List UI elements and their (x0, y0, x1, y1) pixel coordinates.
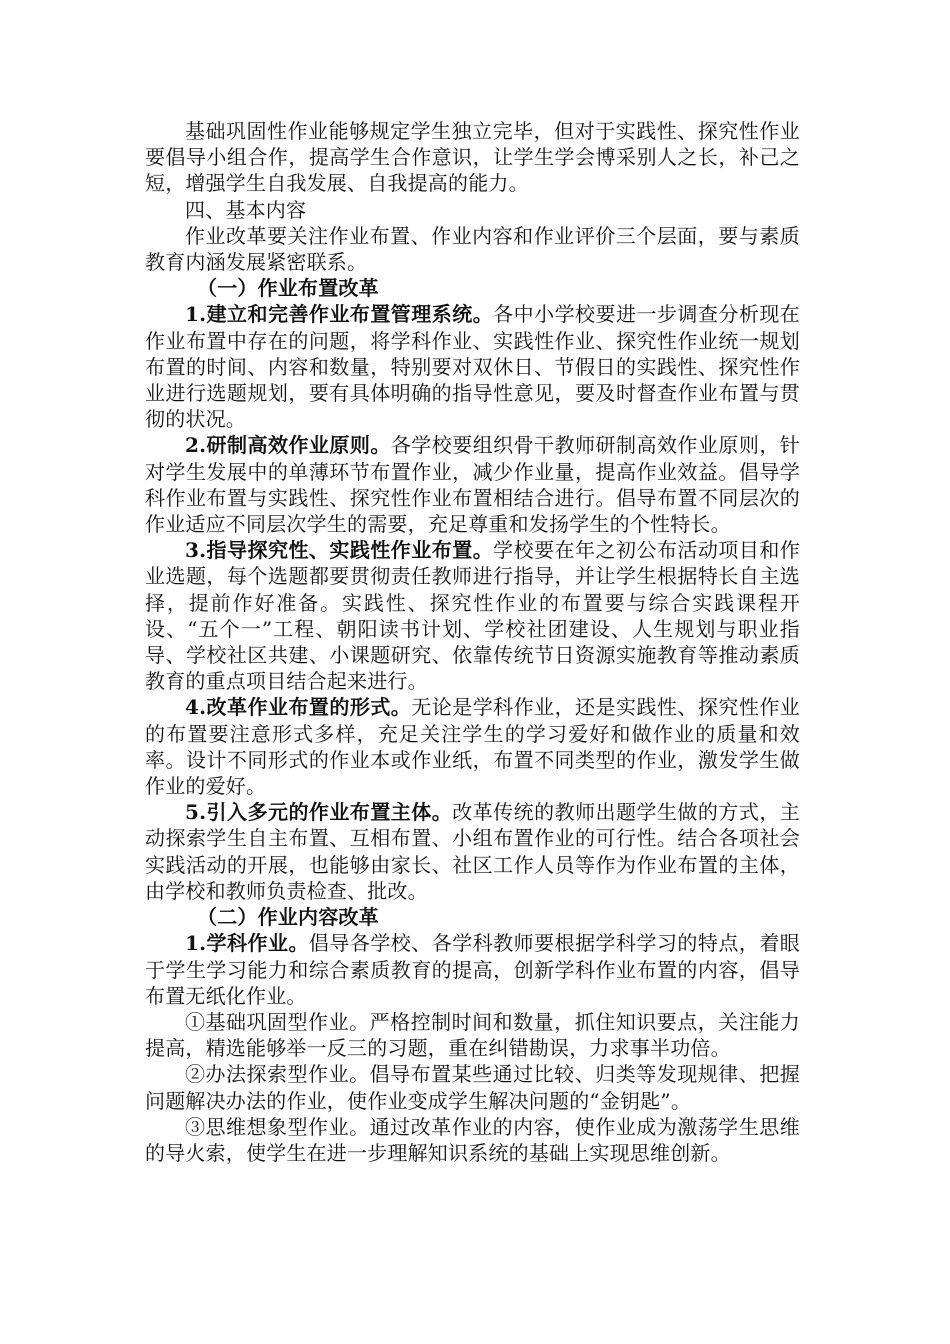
list-item-lead: 4.改革作业布置的形式。 (185, 695, 412, 720)
list-item-lead: 2.研制高效作业原则。 (185, 433, 391, 458)
subsection-heading: （二）作业内容改革 (197, 905, 379, 930)
list-item (145, 537, 800, 694)
paragraph: ②办法探索型作业。倡导布置某些通过比较、归类等发现规律、把握问题解决办法的作业，使作业变成学生解决问题的“金钥匙”。 (145, 1062, 800, 1113)
document-body (145, 118, 800, 1166)
list-item-text: 无论是学科作业，还是实践性、探究性作业的布置要注意形式多样，充足关注学生的学习爱好和做作业的质量和效率。设计不同形式的作业本或作业纸，布置不同类型的作业，激发学生做作业的爱好。 (145, 695, 800, 799)
paragraph: 基础巩固性作业能够规定学生独立完毕，但对于实践性、探究性作业要倡导小组合作，提高学生合作意识，让学生学会博采别人之长，补己之短，增强学生自我发展、自我提高的能力。 (145, 119, 800, 196)
list-item (145, 301, 800, 432)
paragraph: 作业改革要关注作业布置、作业内容和作业评价三个层面，要与素质教育内涵发展紧密联系。 (145, 223, 800, 275)
list-item-lead: 1.建立和完善作业布置管理系统。 (185, 302, 494, 327)
list-item-text: 改革传统的教师出题学生做的方式，主动探索学生自主布置、互相布置、小组布置作业的可行性。结合各项社会实践活动的开展，也能够由家长、社区工作人员等作为作业布置的主体，由学校和教师负责检查、批改。 (145, 800, 800, 903)
list-item-text: 各学校要组织骨干教师研制高效作业原则，针对学生发展中的单薄环节布置作业，减少作业量，提高作业效益。倡导学科作业布置与实践性、探究性作业布置相结合进行。倡导布置不同层次的作业适应不同层次学生的需要，充足尊重和发扬学生的个性特长。 (145, 433, 800, 537)
section-heading: 四、基本内容 (185, 197, 307, 222)
list-item-text: 学校要在年之初公布活动项目和作业选题，每个选题都要贯彻责任教师进行指导，并让学生根据特长自主选择，提前作好准备。实践性、探究性作业的布置要与综合实践课程开设、“五个一”工程、朝阳读书计划、学校社团建设、人生规划与职业指导、学校社区共建、小课题研究、依靠传统节日资源实施教育等推动素质教育的重点项目结合起来进行。 (145, 538, 800, 694)
list-item (145, 799, 800, 904)
list-item-lead: 5.引入多元的作业布置主体。 (185, 800, 453, 825)
list-item (145, 930, 800, 1009)
list-item-lead: 3.指导探究性、实践性作业布置。 (185, 538, 494, 563)
list-item-lead: 1.学科作业。 (185, 931, 309, 956)
list-item-text: 各中小学校要进一步调查分析现在作业布置中存在的问题，将学科作业、实践性作业、探究性作业统一规划布置的时间、内容和数量，特别要对双休日、节假日的实践性、探究性作业进行选题规划，要有具体明确的指导性意见，要及时督查作业布置与贯彻的状况。 (145, 302, 800, 432)
list-item (145, 432, 800, 537)
list-item (145, 694, 800, 799)
subsection-heading: （一）作业布置改革 (197, 276, 379, 301)
list-item-text: 倡导各学校、各学科教师要根据学科学习的特点，着眼于学生学习能力和综合素质教育的提高，创新学科作业布置的内容，倡导布置无纸化作业。 (145, 931, 800, 1008)
paragraph: ③思维想象型作业。通过改革作业的内容，使作业成为激荡学生思维的导火索，使学生在进一步理解知识系统的基础上实现思维创新。 (145, 1114, 800, 1165)
paragraph: ①基础巩固型作业。严格控制时间和数量，抓住知识要点，关注能力提高，精选能够举一反三的习题，重在纠错勘误，力求事半功倍。 (145, 1009, 800, 1061)
